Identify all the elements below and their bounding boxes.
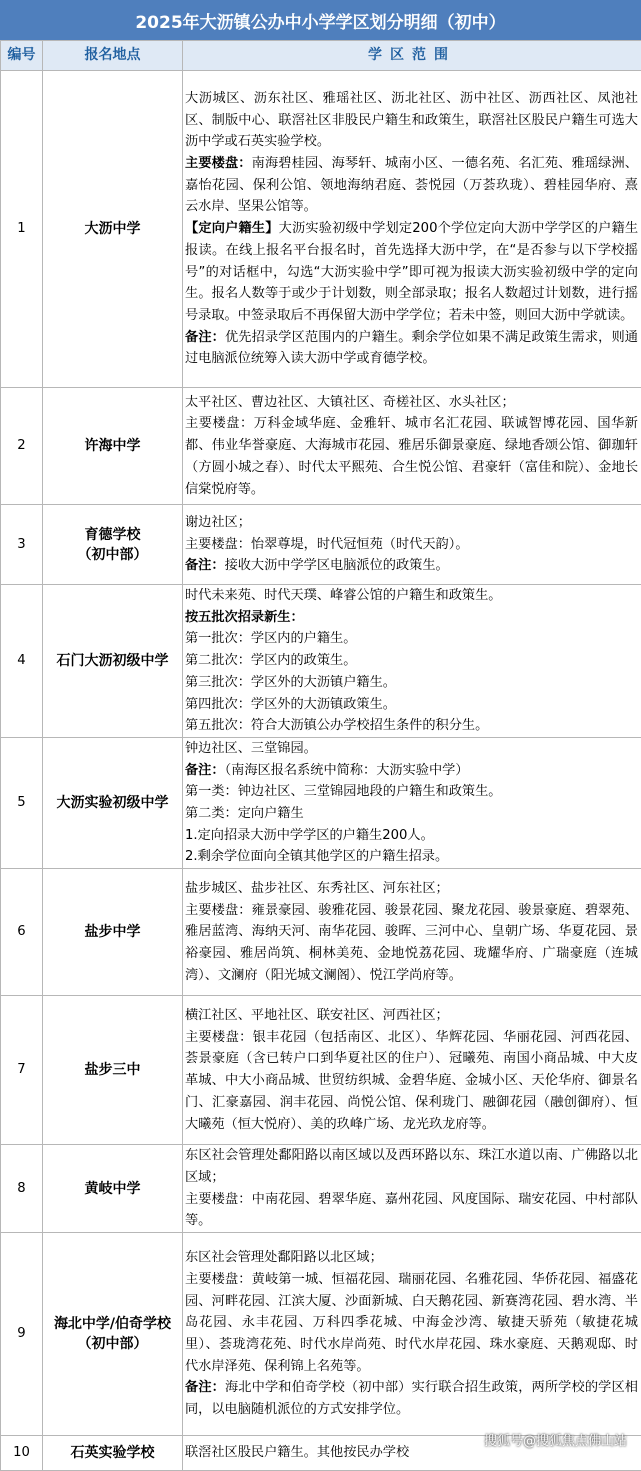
scope-label: 备注： (185, 558, 225, 573)
school-name (43, 71, 183, 388)
scope-text: 横江社区、平地社区、联安社区、河西社区； (185, 1008, 449, 1023)
scope-paragraph (185, 585, 638, 607)
scope-text: 大沥实验初级中学划定200个学位定向大沥中学学区的户籍生报读。在线上报名平台报名时，首先选择大沥中学，在“是否参与以下学校摇号”的对话框中，勾选“大沥实验中学”即可视为报读大沥实验初级中学的定向生。报名人数等于或少于计划数，则全部录取；报名人数超过计划数，进行摇号录取。中签录取后不再保留大沥中学学位；若未中签，则回大沥中学就读。 (185, 221, 638, 323)
school-name (43, 388, 183, 505)
scope-text: 太平社区、曹边社区、大镇社区、奇槎社区、水头社区； (185, 395, 515, 410)
school-name-line: 许海中学 (43, 436, 182, 456)
scope-text: 第五批次：符合大沥镇公办学校招生条件的积分生。 (185, 718, 488, 733)
school-name-line: 大沥实验初级中学 (43, 793, 182, 813)
scope-paragraph (185, 825, 638, 847)
scope-paragraph (185, 1005, 638, 1027)
scope-paragraph (185, 715, 638, 737)
scope-paragraph (185, 607, 638, 629)
row-number: 3 (1, 505, 43, 585)
district-scope (183, 388, 641, 505)
page-title: 2025年大沥镇公办中小学学区划分明细（初中） (0, 0, 641, 40)
scope-text: 主要楼盘：怡翠尊堤，时代冠恒苑（时代天韵）。 (185, 537, 469, 552)
scope-paragraph (185, 218, 638, 327)
scope-text: 盐步城区、盐步社区、东秀社区、河东社区； (185, 881, 449, 896)
scope-paragraph (185, 1247, 638, 1269)
school-name (43, 1435, 183, 1470)
scope-paragraph (185, 900, 638, 987)
scope-text: 东区社会管理处鄱阳路以北区域； (185, 1250, 383, 1265)
scope-text: 主要楼盘：中南花园、碧翠华庭、嘉州花园、风度国际、瑞安花园、中村部队等。 (185, 1192, 638, 1229)
table-row (1, 737, 641, 868)
scope-text: 联滘社区股民户籍生。其他按民办学校 (185, 1445, 409, 1460)
scope-paragraph (185, 512, 638, 534)
row-number: 7 (1, 996, 43, 1145)
scope-paragraph (185, 153, 638, 218)
school-name-line: （初中部） (43, 1334, 182, 1354)
scope-paragraph (185, 846, 638, 868)
scope-text: 主要楼盘：银丰花园（包括南区、北区）、华辉花园、华丽花园、河西花园、荟景豪庭（含已转户口到华夏社区的住户）、冠曦苑、南国小商品城、中大皮革城、中大小商品城、世贸纺织城、金碧华庭、金城小区、天伦华府、御景名门、汇豪嘉园、润丰花园、尚悦公馆、保利珑门、融御花园（融创御府）、恒大曦苑（恒大悦府）、美的玖峰广场、龙光玖龙府等。 (185, 1030, 638, 1132)
scope-paragraph (185, 878, 638, 900)
school-name (43, 996, 183, 1145)
district-scope (183, 996, 641, 1145)
scope-paragraph (185, 781, 638, 803)
scope-text: 主要楼盘：雍景豪园、骏雅花园、骏景花园、聚龙花园、骏景豪庭、碧翠苑、雅居蓝湾、海纳天河、南华花园、骏晖、三河中心、皇朝广场、华夏花园、景裕豪园、雅居尚筑、桐林美苑、金地悦荔花园、珑耀华府、广瑞豪庭（连城湾）、文澜府（阳光城文澜阁）、悦江学尚府等。 (185, 903, 638, 983)
scope-text: 主要楼盘：黄岐第一城、恒福花园、瑞丽花园、名雅花园、华侨花园、福盛花园、河畔花园、江滨大厦、沙面新城、白天鹅花园、新赛湾花园、碧水湾、半岛花园、永丰花园、万科四季花城、中海金沙湾、敏捷天骄苑（敏捷花城里）、荟珑湾花苑、时代水岸尚苑、时代水岸花园、珠水豪庭、天鹅观邸、时代水岸泽苑、保利锦上名苑等。 (185, 1272, 638, 1374)
district-scope (183, 71, 641, 388)
district-scope (183, 869, 641, 996)
scope-text: 主要楼盘：万科金域华庭、金雅轩、城市名汇花园、联诚智博花园、国华新都、伟业华誉豪庭、大海城市花园、雅居乐御景豪庭、绿地香颂公馆、御珈轩（方圆小城之春）、时代太平熙苑、合生悦公馆、君豪轩（富佳和院）、金地长信棠悦府等。 (185, 416, 638, 496)
scope-label: 【定向户籍生】 (185, 221, 279, 236)
school-name-line: 石英实验学校 (43, 1443, 182, 1463)
school-name (43, 585, 183, 738)
district-scope (183, 737, 641, 868)
scope-paragraph (185, 1027, 638, 1136)
table-header-row (1, 41, 641, 71)
scope-paragraph (185, 392, 638, 414)
school-name-line: 盐步三中 (43, 1060, 182, 1080)
scope-paragraph (185, 760, 638, 782)
district-scope (183, 1145, 641, 1233)
scope-label: 主要楼盘： (185, 156, 252, 171)
table-row (1, 585, 641, 738)
table-row (1, 869, 641, 996)
table-row (1, 71, 641, 388)
district-scope (183, 1232, 641, 1435)
scope-label: 备注： (185, 330, 225, 345)
scope-text: 钟边社区、三堂锦园。 (185, 741, 317, 756)
scope-text: 第二批次：学区内的政策生。 (185, 653, 356, 668)
school-name-line: 育德学校 (43, 525, 182, 545)
school-name-line: （初中部） (43, 545, 182, 565)
scope-paragraph (185, 1377, 638, 1420)
scope-paragraph (185, 327, 638, 370)
scope-text: （南海区报名系统中简称：大沥实验中学） (225, 763, 469, 778)
scope-text: 谢边社区； (185, 515, 251, 530)
scope-paragraph (185, 738, 638, 760)
scope-text: 2.剩余学位面向全镇其他学区的户籍生招录。 (185, 849, 448, 864)
school-name-line: 盐步中学 (43, 922, 182, 942)
scope-text: 1.定向招录大沥中学学区的户籍生200人。 (185, 828, 434, 843)
header-num: 编号 (1, 41, 43, 71)
scope-text: 时代未来苑、时代天璞、峰睿公馆的户籍生和政策生。 (185, 588, 502, 603)
scope-paragraph (185, 88, 638, 153)
district-scope (183, 585, 641, 738)
school-name (43, 1145, 183, 1233)
school-name-line: 大沥中学 (43, 219, 182, 239)
scope-text: 东区社会管理处鄱阳路以南区域以及西环路以东、珠江水道以南、广佛路以北区域； (185, 1148, 638, 1185)
table-row (1, 996, 641, 1145)
scope-label: 备注： (185, 1380, 225, 1395)
school-name (43, 737, 183, 868)
row-number: 9 (1, 1232, 43, 1435)
school-name-line: 石门大沥初级中学 (43, 651, 182, 671)
row-number: 2 (1, 388, 43, 505)
school-name-line: 海北中学/伯奇学校 (43, 1314, 182, 1334)
school-name (43, 869, 183, 996)
row-number: 6 (1, 869, 43, 996)
scope-paragraph (185, 534, 638, 556)
table-row (1, 505, 641, 585)
table-row (1, 1232, 641, 1435)
row-number: 1 (1, 71, 43, 388)
header-school: 报名地点 (43, 41, 183, 71)
school-name (43, 505, 183, 585)
scope-paragraph (185, 672, 638, 694)
scope-text: 第一类：钟边社区、三堂锦园地段的户籍生和政策生。 (185, 784, 502, 799)
scope-paragraph (185, 803, 638, 825)
row-number: 4 (1, 585, 43, 738)
row-number: 8 (1, 1145, 43, 1233)
scope-label: 按五批次招录新生： (185, 610, 304, 625)
scope-text: 第一批次：学区内的户籍生。 (185, 631, 356, 646)
table-row (1, 388, 641, 505)
scope-text: 第四批次：学区外的大沥镇政策生。 (185, 697, 396, 712)
scope-text: 大沥城区、沥东社区、雅瑶社区、沥北社区、沥中社区、沥西社区、凤池社区、制版中心、联滘社区非股民户籍生和政策生，联滘社区股民户籍生可选大沥中学或石英实验学校。 (185, 91, 638, 149)
row-number: 5 (1, 737, 43, 868)
scope-text: 海北中学和伯奇学校（初中部）实行联合招生政策，两所学校的学区相同，以电脑随机派位的方式安排学位。 (185, 1380, 638, 1417)
scope-label: 备注： (185, 763, 225, 778)
scope-paragraph (185, 1145, 638, 1188)
scope-text: 第二类：定向户籍生 (185, 806, 304, 821)
watermark: 搜狐号@搜狐焦点佛山站 (484, 1430, 627, 1449)
scope-paragraph (185, 1269, 638, 1378)
scope-text: 接收大沥中学学区电脑派位的政策生。 (225, 558, 449, 573)
school-name-line: 黄岐中学 (43, 1179, 182, 1199)
scope-paragraph (185, 694, 638, 716)
scope-text: 优先招录学区范围内的户籍生。剩余学位如果不满足政策生需求，则通过电脑派位统筹入读大沥中学或育德学校。 (185, 330, 638, 367)
row-number: 10 (1, 1435, 43, 1470)
school-name (43, 1232, 183, 1435)
scope-paragraph (185, 1189, 638, 1232)
scope-paragraph (185, 628, 638, 650)
scope-paragraph (185, 650, 638, 672)
scope-paragraph (185, 413, 638, 500)
school-district-table (0, 40, 641, 1471)
district-scope (183, 505, 641, 585)
header-scope: 学区范围 (183, 41, 641, 71)
scope-paragraph (185, 555, 638, 577)
scope-text: 南海碧桂园、海琴轩、城南小区、一德名苑、名汇苑、雅瑶绿洲、嘉怡花园、保利公馆、领地海纳君庭、荟悦园（万荟玖珑）、碧桂园华府、熹云水岸、坚果公馆等。 (185, 156, 638, 214)
scope-text: 第三批次：学区外的大沥镇户籍生。 (185, 675, 396, 690)
table-row (1, 1145, 641, 1233)
